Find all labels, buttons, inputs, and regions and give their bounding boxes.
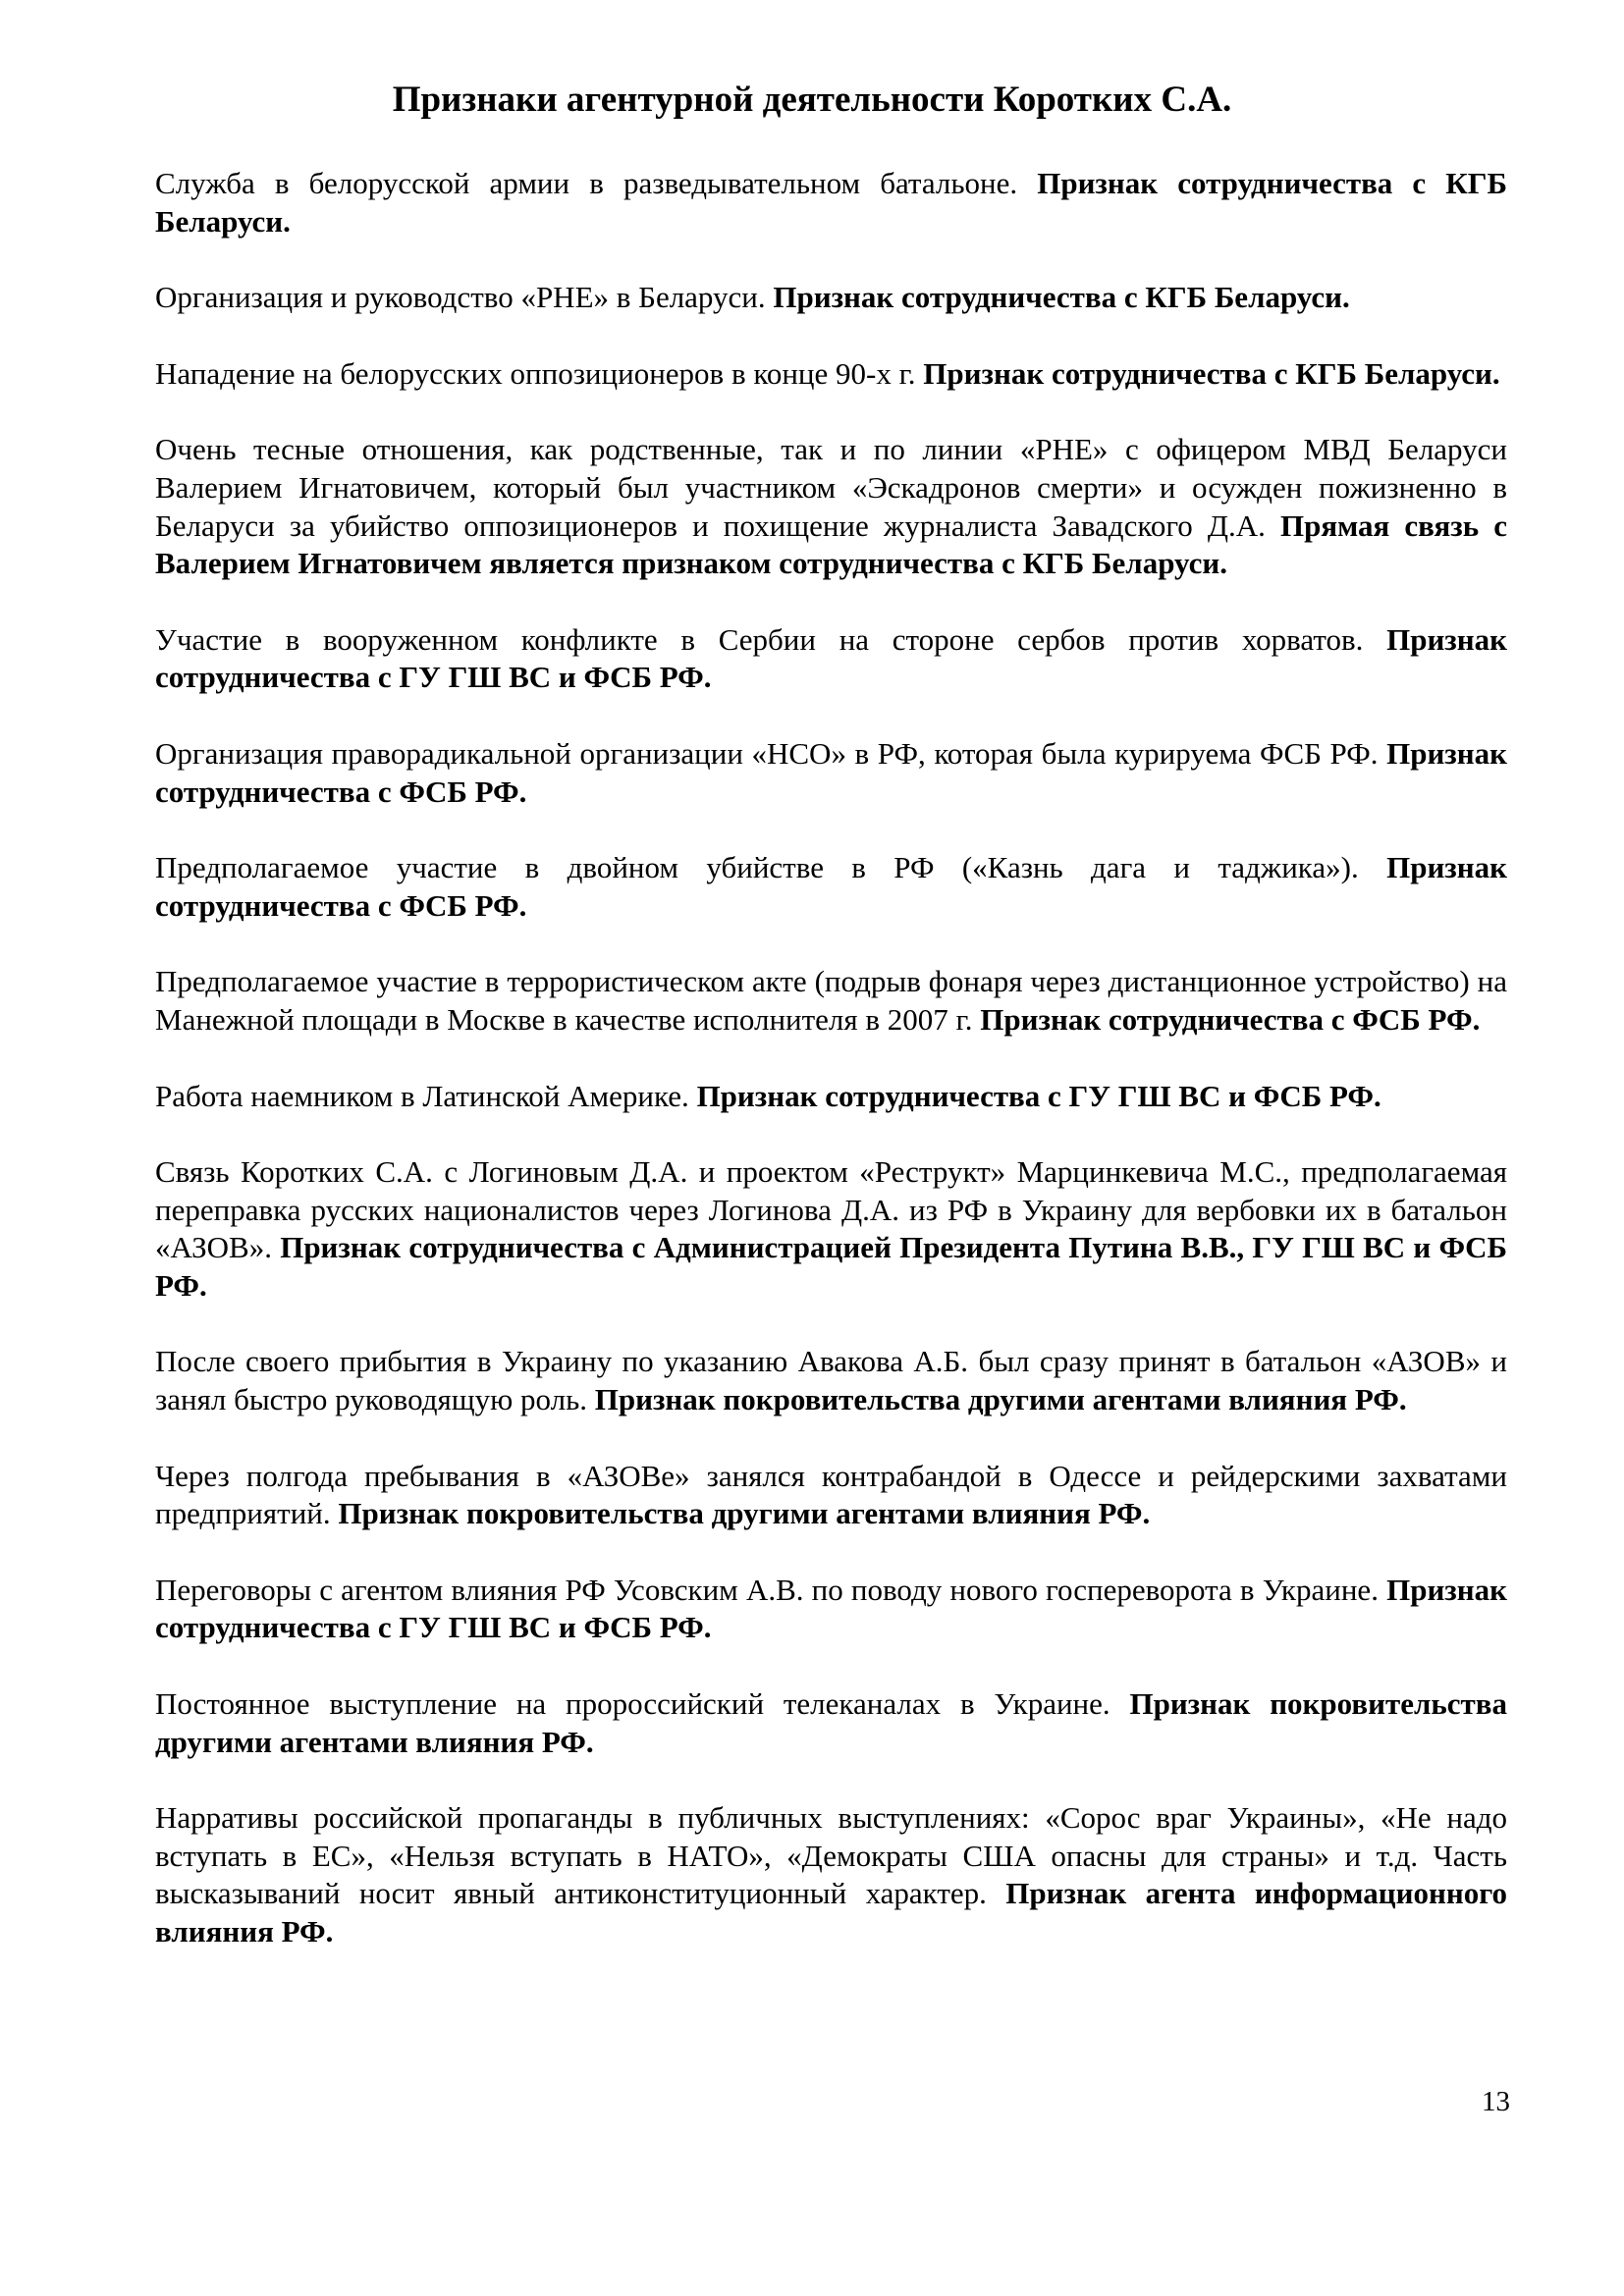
paragraph (155, 963, 1507, 1039)
paragraph (155, 1343, 1507, 1418)
paragraph-conclusion: Признак сотрудничества с ГУ ГШ ВС и ФСБ РФ. (155, 1572, 1507, 1645)
paragraph-conclusion: Признак сотрудничества с ГУ ГШ ВС и ФСБ РФ. (696, 1078, 1381, 1113)
paragraph (155, 735, 1507, 811)
paragraph-text: Нападение на белорусских оппозиционеров в конце 90-х г. (155, 355, 924, 391)
paragraph-conclusion: Прямая связь с Валерием Игнатовичем является признаком сотрудничества с КГБ Беларуси. (155, 507, 1507, 581)
paragraph-text: Постоянное выступление на пророссийский телеканалах в Украине. (155, 1686, 1130, 1722)
paragraph-conclusion: Признак сотрудничества с ФСБ РФ. (155, 735, 1507, 809)
page-title: Признаки агентурной деятельности Коротких С.А. (392, 80, 1232, 120)
paragraph (155, 431, 1507, 582)
paragraph-text: Через полгода пребывания в «АЗОВе» занялся контрабандой в Одессе и рейдерскими захватами предприятий. (155, 1458, 1507, 1531)
paragraph-conclusion: Признак сотрудничества с Администрацией Президента Путина В.В., ГУ ГШ ВС и ФСБ РФ. (155, 1230, 1507, 1303)
paragraph-text: После своего прибытия в Украину по указанию Авакова А.Б. был сразу принят в батальон «АЗОВ» и занял быстро руководящую роль. (155, 1344, 1507, 1417)
paragraph (155, 1078, 1507, 1116)
document-body (155, 165, 1507, 1990)
paragraph-text: Работа наемником в Латинской Америке. (155, 1078, 697, 1113)
paragraph-text: Нарративы российской пропаганды в публичных выступлениях: «Сорос враг Украины», «Не надо вступать в ЕС», «Нельзя вступать в НАТО», «Демократы США опасны для страны» и т.д. Часть высказываний носит явный антиконституционный характер. (155, 1800, 1507, 1911)
paragraph-text: Предполагаемое участие в двойном убийстве в РФ («Казнь дага и таджика»). (155, 850, 1387, 885)
paragraph-conclusion: Признак покровительства другими агентами влияния РФ. (338, 1496, 1151, 1531)
paragraph-conclusion: Признак сотрудничества с ФСБ РФ. (980, 1001, 1481, 1037)
paragraph-conclusion: Признак сотрудничества с КГБ Беларуси. (923, 355, 1500, 391)
paragraph-text: Очень тесные отношения, как родственные, так и по линии «РНЕ» с офицером МВД Беларуси Валерием Игнатовичем, который был участником «Эскадронов смерти» и осужден пожизненно в Беларуси за убийство оппозиционеров и похищение журналиста Завадского Д.А. (155, 432, 1507, 543)
paragraph (155, 1685, 1507, 1761)
paragraph-text: Организация праворадикальной организации «НСО» в РФ, которая была курируема ФСБ РФ. (155, 735, 1387, 771)
paragraph (155, 1572, 1507, 1647)
paragraph (155, 1458, 1507, 1533)
paragraph (155, 621, 1507, 697)
paragraph-conclusion: Признак агента информационного влияния РФ. (155, 1876, 1507, 1949)
paragraph-text: Связь Коротких С.А. с Логиновым Д.А. и проектом «Реструкт» Марцинкевича М.С., предполагаемая переправка русских националистов через Логинова Д.А. из РФ в Украину для вербовки их в батальон «АЗОВ». (155, 1154, 1507, 1265)
paragraph-conclusion: Признак покровительства другими агентами влияния РФ. (594, 1382, 1407, 1417)
paragraph-text: Служба в белорусской армии в разведывательном батальоне. (155, 166, 1038, 200)
paragraph-text: Переговоры с агентом влияния РФ Усовским А.В. по поводу нового госпереворота в Украине. (155, 1572, 1387, 1607)
paragraph-conclusion: Признак сотрудничества с ФСБ РФ. (155, 850, 1507, 923)
paragraph-text: Организация и руководство «РНЕ» в Беларуси. (155, 280, 774, 315)
paragraph-conclusion: Признак сотрудничества с ГУ ГШ ВС и ФСБ РФ. (155, 621, 1507, 695)
paragraph (155, 355, 1507, 394)
page-number: 13 (1482, 2086, 1510, 2117)
paragraph-text: Предполагаемое участие в террористическом акте (подрыв фонаря через дистанционное устройство) на Манежной площади в Москве в качестве исполнителя в 2007 г. (155, 964, 1507, 1037)
paragraph-text: Участие в вооруженном конфликте в Сербии на стороне сербов против хорватов. (155, 621, 1387, 657)
paragraph-conclusion: Признак сотрудничества с КГБ Беларуси. (773, 280, 1350, 315)
paragraph (155, 849, 1507, 925)
paragraph-conclusion: Признак покровительства другими агентами влияния РФ. (155, 1686, 1507, 1759)
paragraph (155, 279, 1507, 317)
paragraph (155, 165, 1507, 240)
paragraph (155, 1799, 1507, 1950)
paragraph-conclusion: Признак сотрудничества с КГБ Беларуси. (155, 166, 1507, 239)
paragraph (155, 1153, 1507, 1305)
